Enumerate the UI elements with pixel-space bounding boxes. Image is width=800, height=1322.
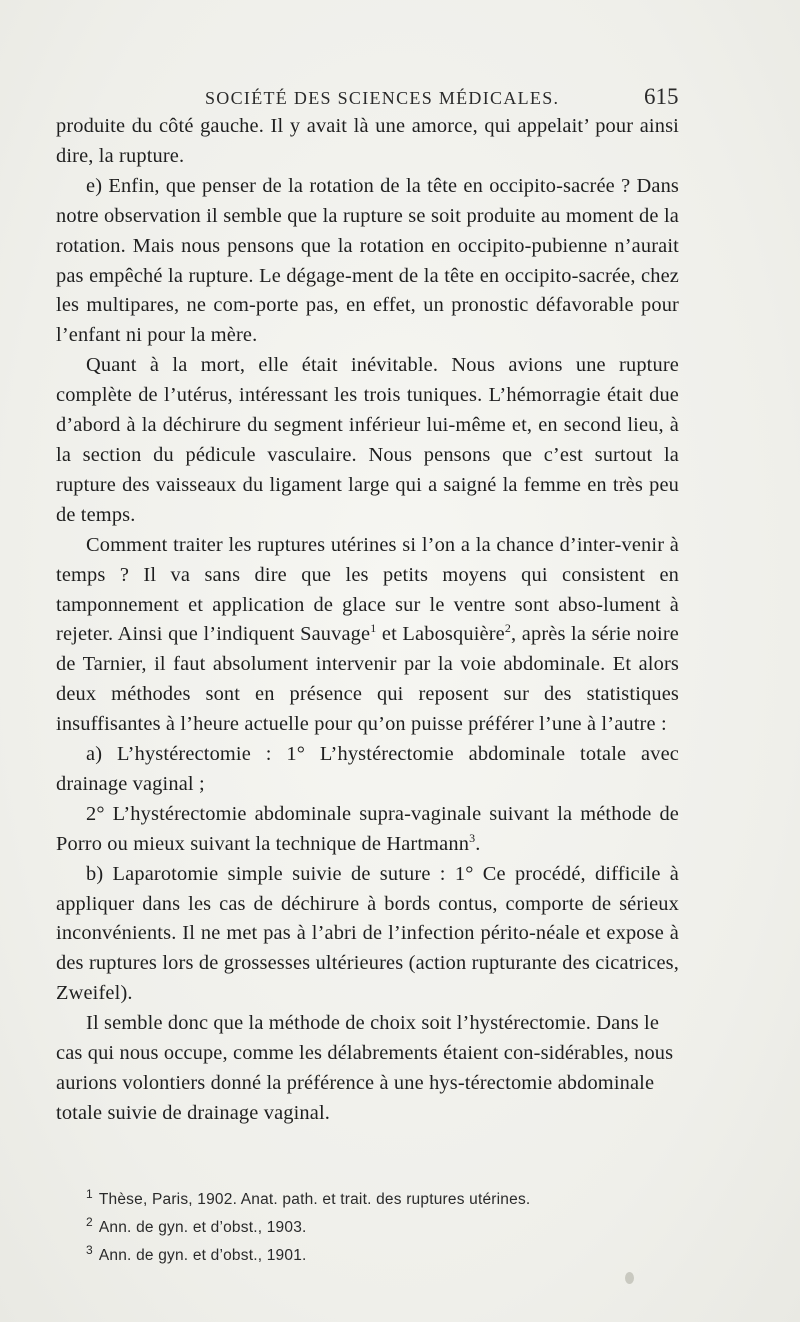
paragraph-3: Quant à la mort, elle était inévitable. Nous avions une rupture complète de l’utérus, intéressant les trois tuniques. L’hémorragie était due d’abord à la déchirure du segment inférieur lui-même et, en second lieu, à la section du pédicule vasculaire. Nous pensons que c’est surtout la rupture des vaisseaux du ligament large qui a saigné la femme en très peu de temps.	[56, 354, 679, 526]
footnote-2-mark: 2	[86, 1214, 93, 1229]
paper-speck	[625, 1272, 634, 1284]
page-number: 615	[644, 84, 679, 109]
footnote-ref-3: 3	[469, 830, 476, 845]
paragraph-7: b) Laparotomie simple suivie de suture : 1° Ce procédé, difficile à appliquer dans les cas de déchirure à bords contus, comporte de sérieux inconvénients. Il ne met pas à l’abri de l’infection périto-néale et expose à des ruptures lors de grossesses ultérieures (action rupturante des cicatrices, Zweifel).	[56, 862, 679, 1005]
footnotes	[56, 1186, 706, 1270]
paragraph-5: a) L’hystérectomie : 1° L’hystérectomie abdominale totale avec drainage vaginal ;	[56, 743, 679, 795]
paragraph-6-text-b: .	[475, 832, 481, 855]
paragraph-4	[56, 531, 679, 740]
footnote-3-text: Ann. de gyn. et d’obst., 1901.	[98, 1247, 307, 1264]
footnote-1	[56, 1186, 706, 1214]
paragraph-2: e) Enfin, que penser de la rotation de la tête en occipito-sacrée ? Dans notre observation il semble que la rupture se soit produite au moment de la rotation. Mais nous pensons que la rotation en occipito-pubienne n’aurait pas empêché la rupture. Le dégage-ment de la tête en occipito-sacrée, chez les multipares, ne com-porte pas, en effet, un pronostic défavorable pour l’enfant ni pour la mère.	[56, 174, 679, 347]
paragraph-4-text-c: , après la série noire de Tarnier, il faut absolument intervenir par la voie abdominale. Et alors deux méthodes sont en présence qui reposent sur des statistiques insuffisantes à l’heure actuelle pour qu’on puisse préférer l’une à l’autre :	[56, 623, 679, 736]
paragraph-8: Il semble donc que la méthode de choix soit l’hystérectomie. Dans le cas qui nous occupe, comme les délabrements étaient con-sidérables, nous aurions volontiers donné la préférence à une hys-térectomie abdominale totale suivie de drainage vaginal.	[56, 1012, 674, 1124]
body-text	[56, 112, 679, 1129]
paragraph-6	[56, 800, 679, 860]
footnote-ref-2: 2	[504, 621, 512, 636]
footnote-3-mark: 3	[86, 1242, 93, 1257]
footnote-1-text: Thèse, Paris, 1902. Anat. path. et trait. des ruptures utérines.	[98, 1191, 531, 1208]
footnote-ref-1: 1	[370, 621, 377, 636]
paragraph-1: produite du côté gauche. Il y avait là une amorce, qui appelait’ pour ainsi dire, la rupture.	[56, 115, 679, 167]
paragraph-4-text-a: Comment traiter les ruptures utérines si l’on a la chance d’inter-venir à temps ? Il va sans dire que les petits moyens qui consistent en tamponnement et application de glace sur le ventre sont abso-lument à rejeter. Ainsi que l’indiquent Sauvage	[56, 533, 679, 646]
footnote-1-mark: 1	[86, 1186, 93, 1201]
paragraph-4-text-b: et Labosquière	[376, 623, 505, 646]
running-head: SOCIÉTÉ DES SCIENCES MÉDICALES.	[205, 88, 560, 108]
paragraph-6-text-a: 2° L’hystérectomie abdominale supra-vaginale suivant la méthode de Porro ou mieux suivant la technique de Hartmann	[56, 802, 679, 855]
footnote-2-text: Ann. de gyn. et d’obst., 1903.	[98, 1219, 307, 1236]
footnote-3	[56, 1242, 706, 1270]
footnote-2	[56, 1214, 706, 1242]
